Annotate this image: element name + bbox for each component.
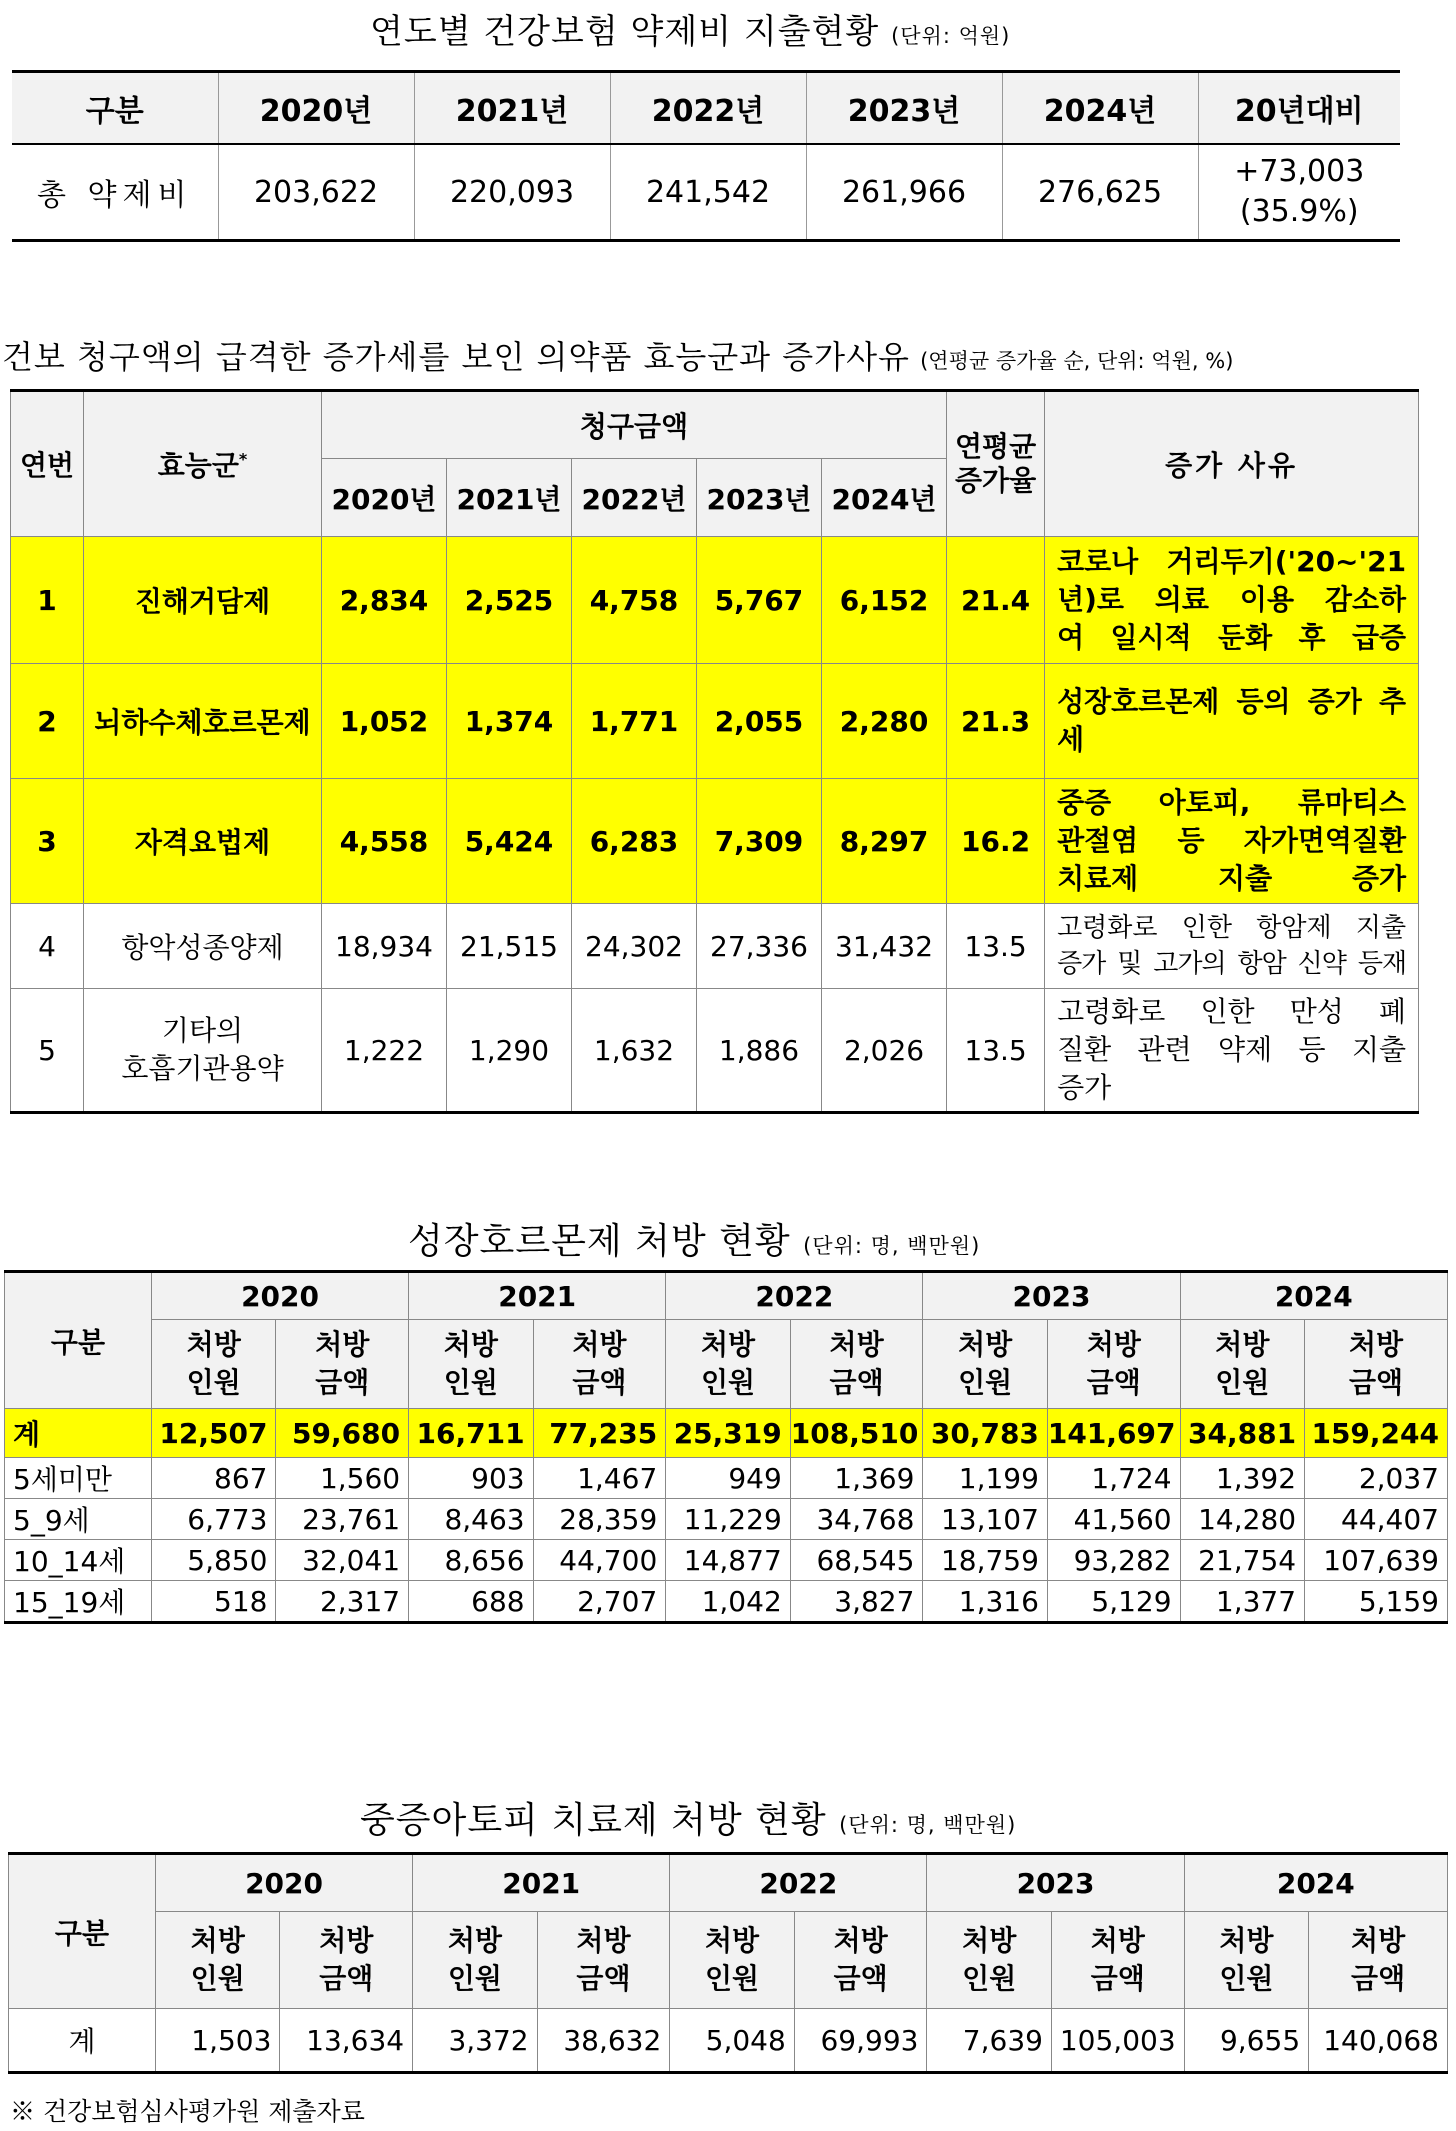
cell: 1,199 <box>923 1458 1048 1499</box>
table3-unit: (단위: 명, 백만원) <box>803 1234 981 1258</box>
h-line: 인원 <box>443 1366 498 1399</box>
cell: 자격요법제 <box>84 779 322 904</box>
table1-title-wrap <box>370 4 1010 53</box>
cell: 21,515 <box>447 904 572 989</box>
cell: 13,634 <box>280 2009 413 2073</box>
cell: 1,771 <box>572 664 697 779</box>
h-line: 처방 <box>1090 1924 1145 1957</box>
cell: 38,632 <box>537 2009 670 2073</box>
row-label: 계 <box>5 1409 152 1458</box>
h-line: 인원 <box>190 1962 245 1995</box>
cell: 1,374 <box>447 664 572 779</box>
col-header-line: 연평균 <box>954 430 1037 463</box>
col-header: 2022년 <box>610 72 806 145</box>
cell: 18,934 <box>322 904 447 989</box>
reason-line: 코로나 거리두기('20~'21 <box>1057 545 1407 578</box>
growth-hormone-table <box>4 1270 1448 1624</box>
change-cell <box>1198 144 1400 241</box>
cell: 21.3 <box>947 664 1045 779</box>
cell: 13.5 <box>947 904 1045 989</box>
col-header <box>537 1912 670 2009</box>
h-line: 금액 <box>1348 1366 1404 1399</box>
cell: 140,068 <box>1309 2009 1448 2073</box>
col-header: 2021년 <box>414 72 610 145</box>
cell: 2,525 <box>447 537 572 664</box>
table-row <box>11 904 1419 989</box>
cell: 2,834 <box>322 537 447 664</box>
cell: 5,159 <box>1305 1581 1448 1623</box>
drug-group-table <box>10 389 1419 1114</box>
cell: 44,700 <box>533 1540 666 1581</box>
table4-unit: (단위: 명, 백만원) <box>839 1813 1017 1837</box>
cell: 21,754 <box>1180 1540 1305 1581</box>
table3-header-row <box>5 1272 1448 1320</box>
cell: 8,297 <box>822 779 947 904</box>
cell: 12,507 <box>151 1409 276 1458</box>
cell: 1,369 <box>790 1458 923 1499</box>
col-header <box>790 1320 923 1409</box>
cell: 1,222 <box>322 989 447 1113</box>
cell: 뇌하수체호르몬제 <box>84 664 322 779</box>
cell: 14,877 <box>666 1540 791 1581</box>
h-line: 처방 <box>319 1924 374 1957</box>
col-header <box>927 1912 1052 2009</box>
reason-line: 고령화로 인한 만성 폐 <box>1057 995 1407 1028</box>
table-row <box>5 1499 1448 1540</box>
cell: 6,283 <box>572 779 697 904</box>
col-header <box>1051 1912 1184 2009</box>
cell: 261,966 <box>806 144 1002 241</box>
table-row <box>11 989 1419 1113</box>
year-header: 2023 <box>927 1854 1184 1912</box>
col-header: 청구금액 <box>322 391 947 459</box>
h-line: 금액 <box>1086 1366 1141 1399</box>
col-header <box>151 1320 276 1409</box>
col-header: 2023년 <box>806 72 1002 145</box>
cell: 5,850 <box>151 1540 276 1581</box>
cell: 1,316 <box>923 1581 1048 1623</box>
col-header <box>413 1912 538 2009</box>
h-line: 금액 <box>829 1366 884 1399</box>
year-header: 2020 <box>151 1272 408 1320</box>
cell: 9,655 <box>1184 2009 1309 2073</box>
col-header <box>670 1912 795 2009</box>
cell: 25,319 <box>666 1409 791 1458</box>
h-line: 처방 <box>1215 1328 1270 1361</box>
reason-line: 치료제 지출 증가 <box>1057 862 1407 895</box>
table3-title: 성장호르몬제 처방 현황 <box>408 1221 791 1262</box>
cell: 107,639 <box>1305 1540 1448 1581</box>
col-header <box>84 391 322 537</box>
cell: 5,767 <box>697 537 822 664</box>
h-line: 인원 <box>958 1366 1013 1399</box>
col-header <box>409 1320 534 1409</box>
cell: 30,783 <box>923 1409 1048 1458</box>
col-header: 2024년 <box>822 459 947 537</box>
h-line: 처방 <box>700 1328 756 1361</box>
row-label: 5_9세 <box>5 1499 152 1540</box>
cell: 44,407 <box>1305 1499 1448 1540</box>
reason-line: 여 일시적 둔화 후 급증 <box>1057 621 1407 654</box>
h-line: 처방 <box>1348 1328 1404 1361</box>
col-header: 구분 <box>12 72 218 145</box>
table-row <box>11 664 1419 779</box>
cell: 41,560 <box>1047 1499 1180 1540</box>
table4-body <box>9 2009 1448 2073</box>
cell: 2,026 <box>822 989 947 1113</box>
cell: 11,229 <box>666 1499 791 1540</box>
cell: 59,680 <box>276 1409 409 1458</box>
cell: 276,625 <box>1002 144 1198 241</box>
cell: 3,827 <box>790 1581 923 1623</box>
table2-title: 건보 청구액의 급격한 증가세를 보인 의약품 효능군과 증가사유 <box>2 338 910 376</box>
table-row <box>9 2009 1448 2073</box>
h-line: 인원 <box>962 1962 1017 1995</box>
col-header <box>794 1912 927 2009</box>
col-header: 2020년 <box>218 72 414 145</box>
cell: 13,107 <box>923 1499 1048 1540</box>
cell: 903 <box>409 1458 534 1499</box>
col-header: 2023년 <box>697 459 822 537</box>
cell: 3 <box>11 779 84 904</box>
cell: 23,761 <box>276 1499 409 1540</box>
h-line: 처방 <box>190 1924 245 1957</box>
reason-line: 년)로 의료 이용 감소하 <box>1057 583 1407 616</box>
reason-line: 증가 및 고가의 항암 신약 등재 <box>1057 949 1407 979</box>
year-header: 2022 <box>670 1854 927 1912</box>
cell: 2,055 <box>697 664 822 779</box>
table2-header-row <box>11 391 1419 459</box>
cell: 93,282 <box>1047 1540 1180 1581</box>
table-row <box>5 1540 1448 1581</box>
cell: 5,424 <box>447 779 572 904</box>
cell: 108,510 <box>790 1409 923 1458</box>
year-header: 2020 <box>155 1854 412 1912</box>
col-header: 2020년 <box>322 459 447 537</box>
cell: 1,042 <box>666 1581 791 1623</box>
cell: 13.5 <box>947 989 1045 1113</box>
cell: 1,632 <box>572 989 697 1113</box>
h-line: 처방 <box>1219 1924 1274 1957</box>
footnote: ※ 건강보험심사평가원 제출자료 <box>10 2097 365 2126</box>
reason-cell <box>1045 664 1419 779</box>
table3-header-row <box>5 1320 1448 1409</box>
table1-header-row <box>12 72 1400 145</box>
h-line: 처방 <box>833 1924 888 1957</box>
col-header: 20년대비 <box>1198 72 1400 145</box>
year-header: 2024 <box>1184 1854 1447 1912</box>
cell: 16.2 <box>947 779 1045 904</box>
h-line: 처방 <box>315 1328 370 1361</box>
h-line: 금액 <box>319 1962 374 1995</box>
col-header: 구분 <box>9 1854 156 2009</box>
cell: 1 <box>11 537 84 664</box>
cell: 4 <box>11 904 84 989</box>
h-line: 처방 <box>576 1924 631 1957</box>
cell: 1,467 <box>533 1458 666 1499</box>
cell: 867 <box>151 1458 276 1499</box>
drug-cost-table <box>12 70 1400 242</box>
cell: 진해거담제 <box>84 537 322 664</box>
h-line: 처방 <box>447 1924 502 1957</box>
table-row <box>11 779 1419 904</box>
h-line: 인원 <box>700 1366 756 1399</box>
cell: 2 <box>11 664 84 779</box>
col-header: 구분 <box>5 1272 152 1409</box>
cell: 24,302 <box>572 904 697 989</box>
cell: 31,432 <box>822 904 947 989</box>
h-line: 처방 <box>443 1328 498 1361</box>
footnote-mark: * <box>238 449 248 469</box>
cell: 1,886 <box>697 989 822 1113</box>
h-line: 인원 <box>447 1962 502 1995</box>
cell: 34,881 <box>1180 1409 1305 1458</box>
cell: 18,759 <box>923 1540 1048 1581</box>
cell <box>84 989 322 1113</box>
table1-unit: (단위: 억원) <box>891 24 1011 48</box>
reason-cell <box>1045 779 1419 904</box>
cell: 28,359 <box>533 1499 666 1540</box>
cell: 949 <box>666 1458 791 1499</box>
cell: 159,244 <box>1305 1409 1448 1458</box>
reason-line: 관절염 등 자가면역질환 <box>1057 824 1407 857</box>
cell: 2,707 <box>533 1581 666 1623</box>
year-header: 2021 <box>409 1272 666 1320</box>
table3-title-wrap <box>408 1213 980 1264</box>
cell: 105,003 <box>1051 2009 1184 2073</box>
cell: 4,758 <box>572 537 697 664</box>
cell: 2,317 <box>276 1581 409 1623</box>
col-header <box>280 1912 413 2009</box>
h-line: 인원 <box>1215 1366 1270 1399</box>
reason-line: 증가 <box>1057 1071 1112 1104</box>
col-header: 2024년 <box>1002 72 1198 145</box>
h-line: 금액 <box>572 1366 627 1399</box>
h-line: 처방 <box>958 1328 1013 1361</box>
h-line: 처방 <box>1351 1924 1406 1957</box>
row-label: 총 약제비 <box>12 144 218 241</box>
cell: 1,290 <box>447 989 572 1113</box>
cell: 688 <box>409 1581 534 1623</box>
atopy-table <box>8 1852 1448 2074</box>
group-line: 호흡기관용약 <box>121 1052 284 1085</box>
cell: 7,309 <box>697 779 822 904</box>
table1-title: 연도별 건강보험 약제비 지출현황 <box>370 12 880 52</box>
cell: 518 <box>151 1581 276 1623</box>
row-label: 계 <box>9 2009 156 2073</box>
reason-line: 성장호르몬제 등의 증가 추세 <box>1057 685 1407 756</box>
reason-line: 중증 아토피, 류마티스 <box>1057 786 1407 819</box>
cell: 68,545 <box>790 1540 923 1581</box>
h-line: 처방 <box>186 1328 241 1361</box>
cell: 7,639 <box>927 2009 1052 2073</box>
year-header: 2024 <box>1180 1272 1447 1320</box>
h-line: 인원 <box>704 1962 760 1995</box>
cell: 4,558 <box>322 779 447 904</box>
cell: 6,152 <box>822 537 947 664</box>
table-row <box>12 144 1400 241</box>
cell: 16,711 <box>409 1409 534 1458</box>
cell: 141,697 <box>1047 1409 1180 1458</box>
cell: 8,656 <box>409 1540 534 1581</box>
col-header: 2021년 <box>447 459 572 537</box>
reason-cell <box>1045 537 1419 664</box>
reason-cell <box>1045 904 1419 989</box>
h-line: 처방 <box>704 1924 760 1957</box>
h-line: 처방 <box>572 1328 627 1361</box>
h-line: 금액 <box>576 1962 631 1995</box>
cell: 1,377 <box>1180 1581 1305 1623</box>
cell: 1,052 <box>322 664 447 779</box>
cell: 69,993 <box>794 2009 927 2073</box>
col-header <box>276 1320 409 1409</box>
reason-line: 고령화로 인한 항암제 지출 <box>1057 913 1407 943</box>
col-header <box>1305 1320 1448 1409</box>
h-line: 인원 <box>1219 1962 1274 1995</box>
cell: 1,560 <box>276 1458 409 1499</box>
cell: 5,129 <box>1047 1581 1180 1623</box>
col-header: 증가 사유 <box>1045 391 1419 537</box>
cell: 1,724 <box>1047 1458 1180 1499</box>
col-header <box>1180 1320 1305 1409</box>
reason-cell <box>1045 989 1419 1113</box>
cell: 220,093 <box>414 144 610 241</box>
table2-unit: (연평균 증가율 순, 단위: 억원, %) <box>920 349 1234 373</box>
change-amount: +73,003 <box>1234 154 1365 189</box>
h-line: 인원 <box>186 1366 241 1399</box>
h-line: 금액 <box>1351 1962 1406 1995</box>
col-header: 연번 <box>11 391 84 537</box>
col-header-line: 증가율 <box>954 464 1037 497</box>
table-row <box>11 537 1419 664</box>
col-header <box>1309 1912 1448 2009</box>
col-header-label: 효능군 <box>157 449 239 482</box>
col-header <box>533 1320 666 1409</box>
table-row <box>5 1581 1448 1623</box>
cell: 2,280 <box>822 664 947 779</box>
cell: 1,392 <box>1180 1458 1305 1499</box>
reason-line: 질환 관련 약제 등 지출 <box>1057 1033 1407 1066</box>
h-line: 금액 <box>833 1962 888 1995</box>
h-line: 처방 <box>1086 1328 1141 1361</box>
col-header <box>1184 1912 1309 2009</box>
cell: 1,503 <box>155 2009 280 2073</box>
h-line: 금액 <box>1090 1962 1145 1995</box>
cell: 203,622 <box>218 144 414 241</box>
col-header <box>666 1320 791 1409</box>
year-header: 2021 <box>413 1854 670 1912</box>
h-line: 처방 <box>962 1924 1017 1957</box>
cell: 27,336 <box>697 904 822 989</box>
change-percent: (35.9%) <box>1239 194 1359 229</box>
cell: 3,372 <box>413 2009 538 2073</box>
row-label: 5세미만 <box>5 1458 152 1499</box>
cell: 8,463 <box>409 1499 534 1540</box>
cell: 77,235 <box>533 1409 666 1458</box>
h-line: 금액 <box>315 1366 370 1399</box>
table4-title: 중증아토피 치료제 처방 현황 <box>360 1800 827 1841</box>
cell: 32,041 <box>276 1540 409 1581</box>
year-header: 2023 <box>923 1272 1180 1320</box>
cell: 6,773 <box>151 1499 276 1540</box>
h-line: 처방 <box>829 1328 884 1361</box>
table4-header-row <box>9 1854 1448 1912</box>
col-header <box>923 1320 1048 1409</box>
table4-title-wrap <box>360 1792 1016 1843</box>
table-row <box>5 1458 1448 1499</box>
cell: 34,768 <box>790 1499 923 1540</box>
cell: 2,037 <box>1305 1458 1448 1499</box>
table2-title-wrap <box>2 332 1233 378</box>
group-line: 기타의 <box>161 1014 244 1047</box>
table3-body <box>5 1409 1448 1623</box>
year-header: 2022 <box>666 1272 923 1320</box>
col-header <box>947 391 1045 537</box>
table4-header-row <box>9 1912 1448 2009</box>
row-label: 15_19세 <box>5 1581 152 1623</box>
col-header <box>155 1912 280 2009</box>
table-row <box>5 1409 1448 1458</box>
row-label: 10_14세 <box>5 1540 152 1581</box>
cell: 21.4 <box>947 537 1045 664</box>
col-header <box>1047 1320 1180 1409</box>
cell: 14,280 <box>1180 1499 1305 1540</box>
cell: 241,542 <box>610 144 806 241</box>
col-header: 2022년 <box>572 459 697 537</box>
cell: 5,048 <box>670 2009 795 2073</box>
cell: 항악성종양제 <box>84 904 322 989</box>
cell: 5 <box>11 989 84 1113</box>
